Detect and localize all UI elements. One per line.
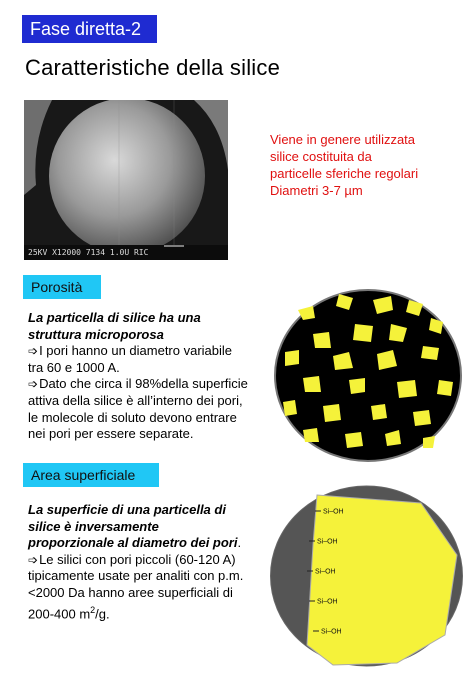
arrow-bullet-icon: ➩ bbox=[28, 344, 39, 359]
surface-area-unit: /g. bbox=[95, 605, 110, 621]
arrow-bullet-icon: ➩ bbox=[28, 377, 39, 392]
intro-note-line: silice costituita da bbox=[270, 149, 372, 164]
porosity-bullet-line: Dato che circa il 98%della superficie bbox=[39, 376, 248, 392]
silanol-label: Si–OH bbox=[317, 598, 338, 606]
silanol-label: Si–OH bbox=[317, 538, 338, 546]
silanol-label: Si–OH bbox=[321, 628, 342, 636]
porosity-bold-line: La particella di silice ha una bbox=[28, 310, 201, 325]
surface-last-line bbox=[28, 602, 278, 623]
arrow-bullet-icon: ➩ bbox=[28, 552, 39, 567]
silanol-label: Si–OH bbox=[323, 508, 344, 516]
porosity-bullet-line: attiva della silice è all’interno dei pori, bbox=[28, 392, 243, 408]
porosity-bold-line: struttura microporosa bbox=[28, 326, 164, 342]
silica-sphere-photo bbox=[24, 100, 228, 260]
porosity-bullet-1 bbox=[28, 343, 278, 360]
porous-particle-diagram bbox=[273, 288, 463, 463]
surface-bullet-line: Le silici con pori piccoli (60-120 A) bbox=[39, 551, 236, 567]
page-title: Caratteristiche della silice bbox=[25, 55, 281, 80]
surface-area-value: 200-400 m bbox=[28, 605, 91, 621]
surface-area-exponent: 2 bbox=[90, 604, 96, 615]
surface-bold-line: proporzionale al diametro dei pori bbox=[28, 535, 238, 551]
intro-note-line: particelle sferiche regolari bbox=[270, 166, 419, 181]
surface-bullet bbox=[28, 552, 278, 569]
porosity-bullet-2 bbox=[28, 376, 278, 393]
intro-note-line: Viene in genere utilizzata bbox=[270, 132, 416, 147]
surface-bullet-line: <2000 Da hanno aree superficiali di bbox=[28, 584, 233, 600]
intro-note bbox=[270, 131, 470, 199]
sem-micrograph-image bbox=[24, 100, 228, 260]
header-badge: Fase diretta-2 bbox=[22, 15, 157, 43]
sem-scale-label: 25KV X12000 7134 1.0U RIC bbox=[28, 248, 149, 257]
porosity-bullet-line: I pori hanno un diametro variabile bbox=[39, 343, 233, 359]
porosity-bullet-line: le molecole di soluto devono entrare bbox=[28, 409, 237, 425]
surface-bullet-line: tipicamente usate per analiti con p.m. bbox=[28, 568, 244, 584]
surface-bold-tail: . bbox=[237, 535, 242, 551]
silanol-label: Si–OH bbox=[315, 568, 336, 576]
surface-bold-line-wrap bbox=[28, 535, 278, 552]
silanol-surface-diagram bbox=[269, 485, 464, 667]
porosity-bullet-line: tra 60 e 1000 A. bbox=[28, 359, 120, 375]
porosity-text bbox=[28, 310, 278, 443]
intro-note-line: Diametri 3-7 µm bbox=[270, 183, 363, 198]
surface-bold-line: La superficie di una particella di bbox=[28, 502, 226, 517]
surface-area-text bbox=[28, 502, 278, 622]
surface-bold-line: silice è inversamente bbox=[28, 518, 159, 534]
porosity-bullet-line: nei pori per essere separate. bbox=[28, 426, 194, 442]
porosity-badge: Porosità bbox=[23, 275, 101, 299]
surface-area-badge: Area superficiale bbox=[23, 463, 159, 487]
